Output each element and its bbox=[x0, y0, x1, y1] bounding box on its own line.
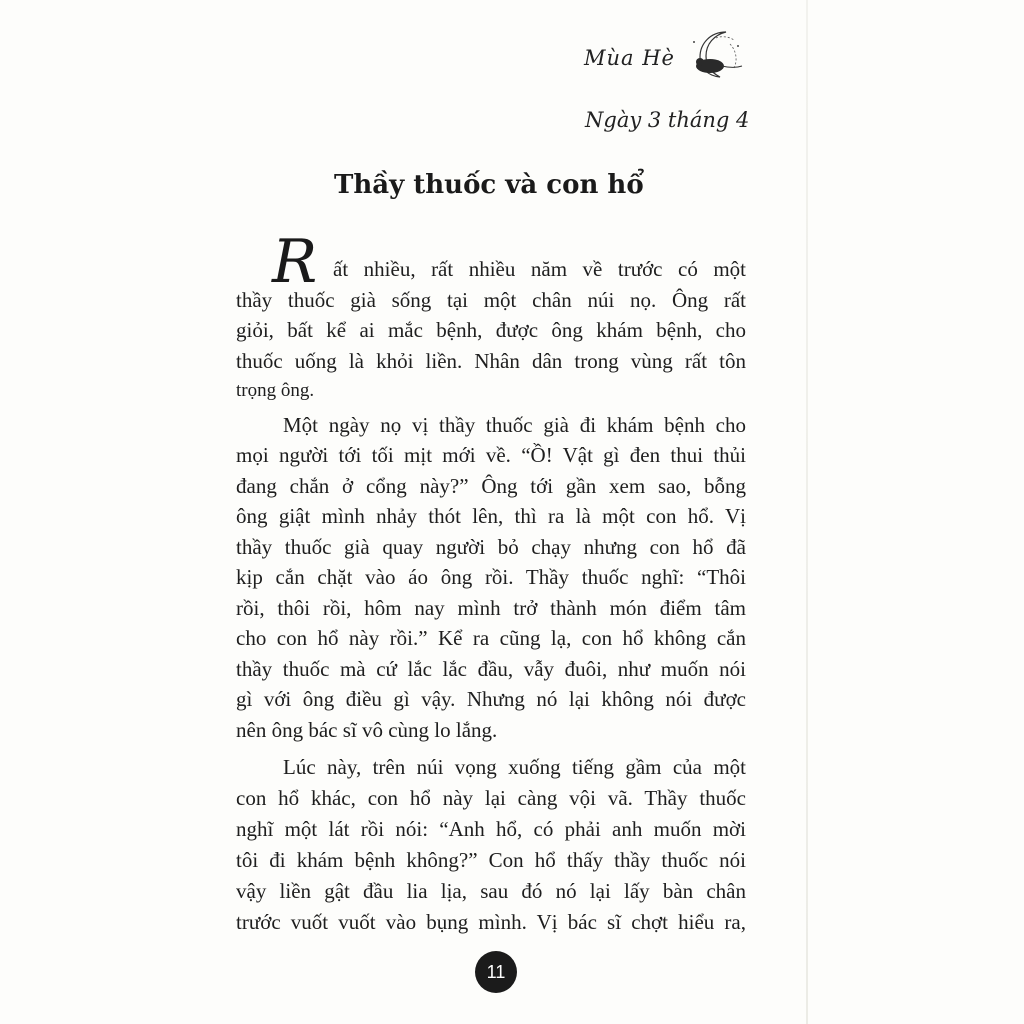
text-line: nghĩ một lát rồi nói: “Anh hổ, có phải anh muốn mời bbox=[236, 817, 746, 841]
text-line: nên ông bác sĩ vô cùng lo lắng. bbox=[236, 718, 498, 742]
text-line: kịp cắn chặt vào áo ông rồi. Thầy thuốc nghĩ: “Thôi bbox=[236, 565, 746, 589]
text-line: trọng ông. bbox=[236, 380, 315, 401]
page-edge bbox=[806, 0, 808, 1024]
text-line: thuốc uống là khỏi liền. Nhân dân trong vùng rất tôn bbox=[236, 349, 746, 373]
drop-cap: R bbox=[272, 227, 318, 297]
text-line: tôi đi khám bệnh không?” Con hổ thấy thầy thuốc nói bbox=[236, 848, 746, 872]
text-line: vậy liền gật đầu lia lịa, sau đó nó lại lấy bàn chân bbox=[236, 879, 746, 903]
page-number-label: 11 bbox=[486, 961, 506, 982]
text-line: trước vuốt vuốt vào bụng mình. Vị bác sĩ chợt hiểu ra, bbox=[236, 910, 746, 934]
story-title: Thầy thuốc và con hổ bbox=[334, 170, 644, 200]
text-line: thầy thuốc già sống tại một chân núi nọ. Ông rất bbox=[236, 288, 746, 312]
text-line: thầy thuốc mà cứ lắc lắc đầu, vẫy đuôi, như muốn nói bbox=[236, 657, 746, 681]
text-line: Lúc này, trên núi vọng xuống tiếng gầm của một bbox=[283, 755, 746, 779]
text-line: rồi, thôi rồi, hôm nay mình trở thành món điểm tâm bbox=[236, 596, 746, 620]
text-line: Một ngày nọ vị thầy thuốc già đi khám bệnh cho bbox=[283, 413, 746, 437]
date-label: Ngày 3 tháng 4 bbox=[585, 108, 750, 132]
text-line: ông giật mình nhảy thót lên, thì ra là một con hổ. Vị bbox=[236, 504, 746, 528]
page-number bbox=[475, 951, 517, 993]
crescent-moon-icon bbox=[686, 26, 746, 82]
text-line: gì với ông điều gì vậy. Nhưng nó lại không nói được bbox=[236, 687, 746, 711]
text-line: cho con hổ này rồi.” Kể ra cũng lạ, con hổ không cắn bbox=[236, 626, 746, 650]
text-line: thầy thuốc già quay người bỏ chạy nhưng con hổ đã bbox=[236, 535, 746, 559]
section-label: Mùa Hè bbox=[584, 46, 675, 70]
text-line: đang chắn ở cổng này?” Ông tới gần xem sao, bỗng bbox=[236, 474, 746, 498]
text-line: mọi người tới tối mịt mới về. “Ồ! Vật gì đen thui thủi bbox=[236, 443, 746, 467]
text-line: giỏi, bất kể ai mắc bệnh, được ông khám bệnh, cho bbox=[236, 318, 746, 342]
text-line: con hổ khác, con hổ này lại càng vội vã. Thầy thuốc bbox=[236, 786, 746, 810]
text-line: ất nhiều, rất nhiều năm về trước có một bbox=[333, 257, 746, 281]
